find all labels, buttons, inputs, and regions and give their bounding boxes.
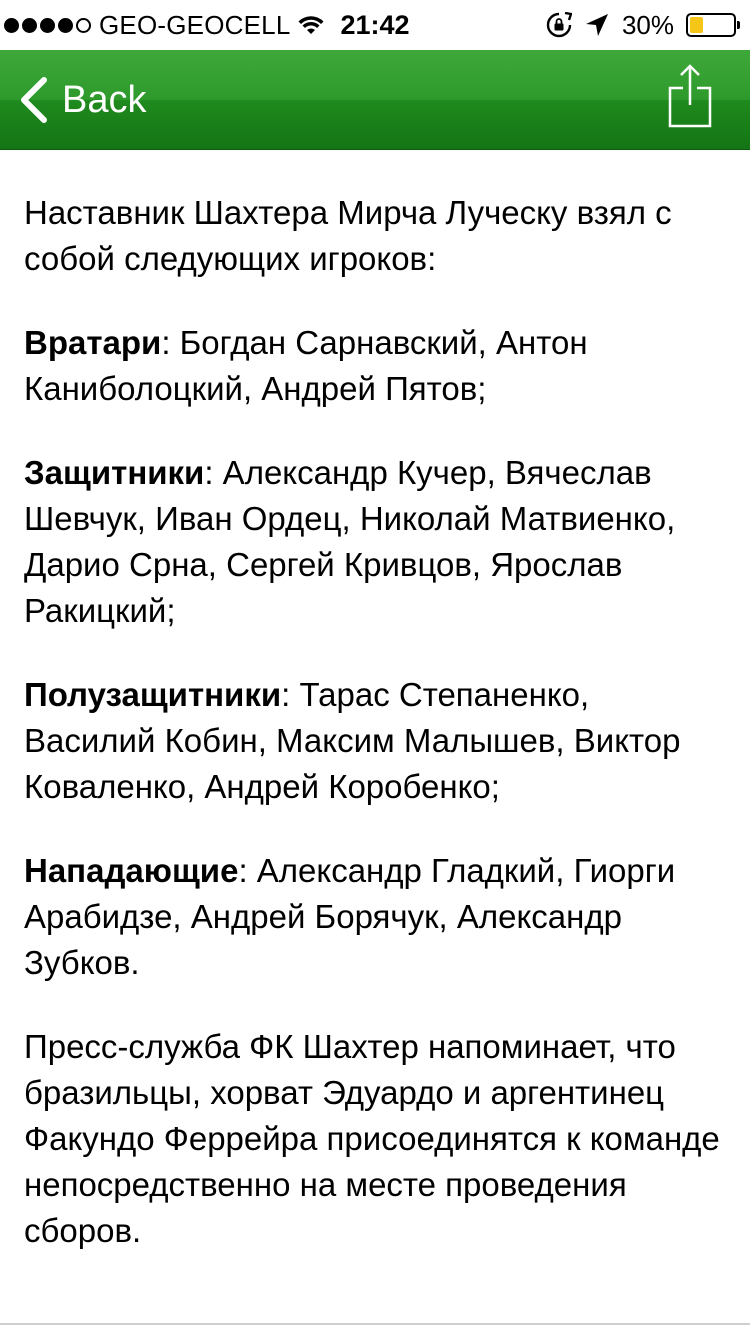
forwards-paragraph [24,848,724,986]
status-bar [0,0,750,50]
group-players: : Богдан Сарнавский, Антон Каниболоцкий, Андрей Пятов; [24,324,588,407]
battery-icon [686,13,736,37]
group-label: Защитники [24,454,205,491]
battery-level-fill [690,17,703,33]
status-time: 21:42 [340,9,410,40]
article-closing: Пресс-служба ФК Шахтер напоминает, что бразильцы, хорват Эдуардо и аргентинец Факундо Феррейра присоединятся к команде непосредственно на месте проведения сборов. [24,1028,720,1249]
group-players: : Тарас Степаненко, Василий Кобин, Максим Малышев, Виктор Коваленко, Андрей Коробенко; [24,676,681,805]
group-label: Вратари [24,324,162,361]
carrier-name: GEO-GEOCELL [99,9,291,40]
status-right [546,0,736,50]
midfielders-paragraph [24,672,724,810]
rotation-lock-icon [546,12,572,38]
article-intro: Наставник Шахтера Мирча Луческу взял с собой следующих игроков: [24,194,672,277]
back-label: Back [62,78,147,121]
location-arrow-icon [584,12,610,38]
group-label: Нападающие [24,852,239,889]
chevron-left-icon [16,76,50,124]
article-body [24,150,724,1254]
bottom-divider [0,1323,750,1325]
back-button[interactable] [16,50,146,150]
group-players: : Александр Кучер, Вячеслав Шевчук, Иван Ордец, Николай Матвиенко, Дарио Срна, Сергей Кривцов, Ярослав Ракицкий; [24,454,676,629]
defenders-paragraph [24,450,724,634]
goalkeepers-paragraph [24,320,724,412]
navigation-bar [0,50,750,150]
group-players: : Александр Гладкий, Гиорги Арабидзе, Андрей Борячук, Александр Зубков. [24,852,676,981]
battery-percent: 30% [621,9,674,40]
share-icon[interactable] [666,63,714,129]
group-label: Полузащитники [24,676,282,713]
